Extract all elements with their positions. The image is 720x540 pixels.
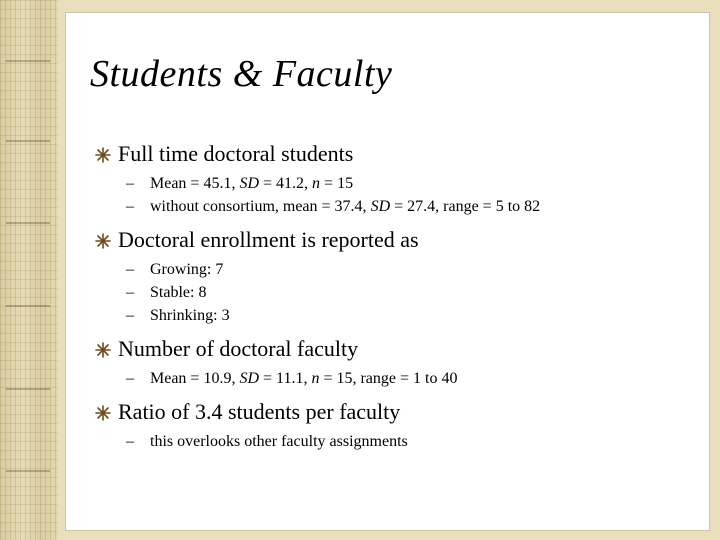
- asterisk-star-bullet-icon: [95, 342, 111, 358]
- slide-title: Students & Faculty: [90, 53, 393, 95]
- dash-marker: –: [126, 175, 134, 192]
- bullet-ratio: [90, 398, 680, 426]
- dash-marker: –: [126, 284, 134, 301]
- sub-bullet: – Mean = 10.9, SD = 11.1, n = 15, range = 1 to 40: [90, 367, 680, 390]
- asterisk-star-bullet-icon: [95, 233, 111, 249]
- bullet-enrollment: [90, 226, 680, 254]
- sub-bullet: – Shrinking: 3: [90, 304, 680, 327]
- bullet-doctoral-faculty: [90, 335, 680, 363]
- bullet-text: Full time doctoral students: [118, 141, 354, 166]
- bullet-text: Number of doctoral faculty: [118, 336, 359, 361]
- asterisk-star-bullet-icon: [95, 405, 111, 421]
- dash-marker: –: [126, 198, 134, 215]
- sub-bullet: – Mean = 45.1, SD = 41.2, n = 15: [90, 172, 680, 195]
- sub-bullet: – Stable: 8: [90, 281, 680, 304]
- asterisk-star-bullet-icon: [95, 147, 111, 163]
- wood-texture-border: [0, 0, 58, 540]
- dash-marker: –: [126, 261, 134, 278]
- sub-bullet: – without consortium, mean = 37.4, SD = 27.4, range = 5 to 82: [90, 195, 680, 218]
- sub-bullet: – this overlooks other faculty assignments: [90, 430, 680, 453]
- bullet-text: Ratio of 3.4 students per faculty: [118, 399, 401, 424]
- dash-marker: –: [126, 433, 134, 450]
- slide-body: [90, 140, 680, 453]
- sub-bullet: – Growing: 7: [90, 258, 680, 281]
- dash-marker: –: [126, 370, 134, 387]
- dash-marker: –: [126, 307, 134, 324]
- bullet-full-time-students: [90, 140, 680, 168]
- bullet-text: Doctoral enrollment is reported as: [118, 227, 419, 252]
